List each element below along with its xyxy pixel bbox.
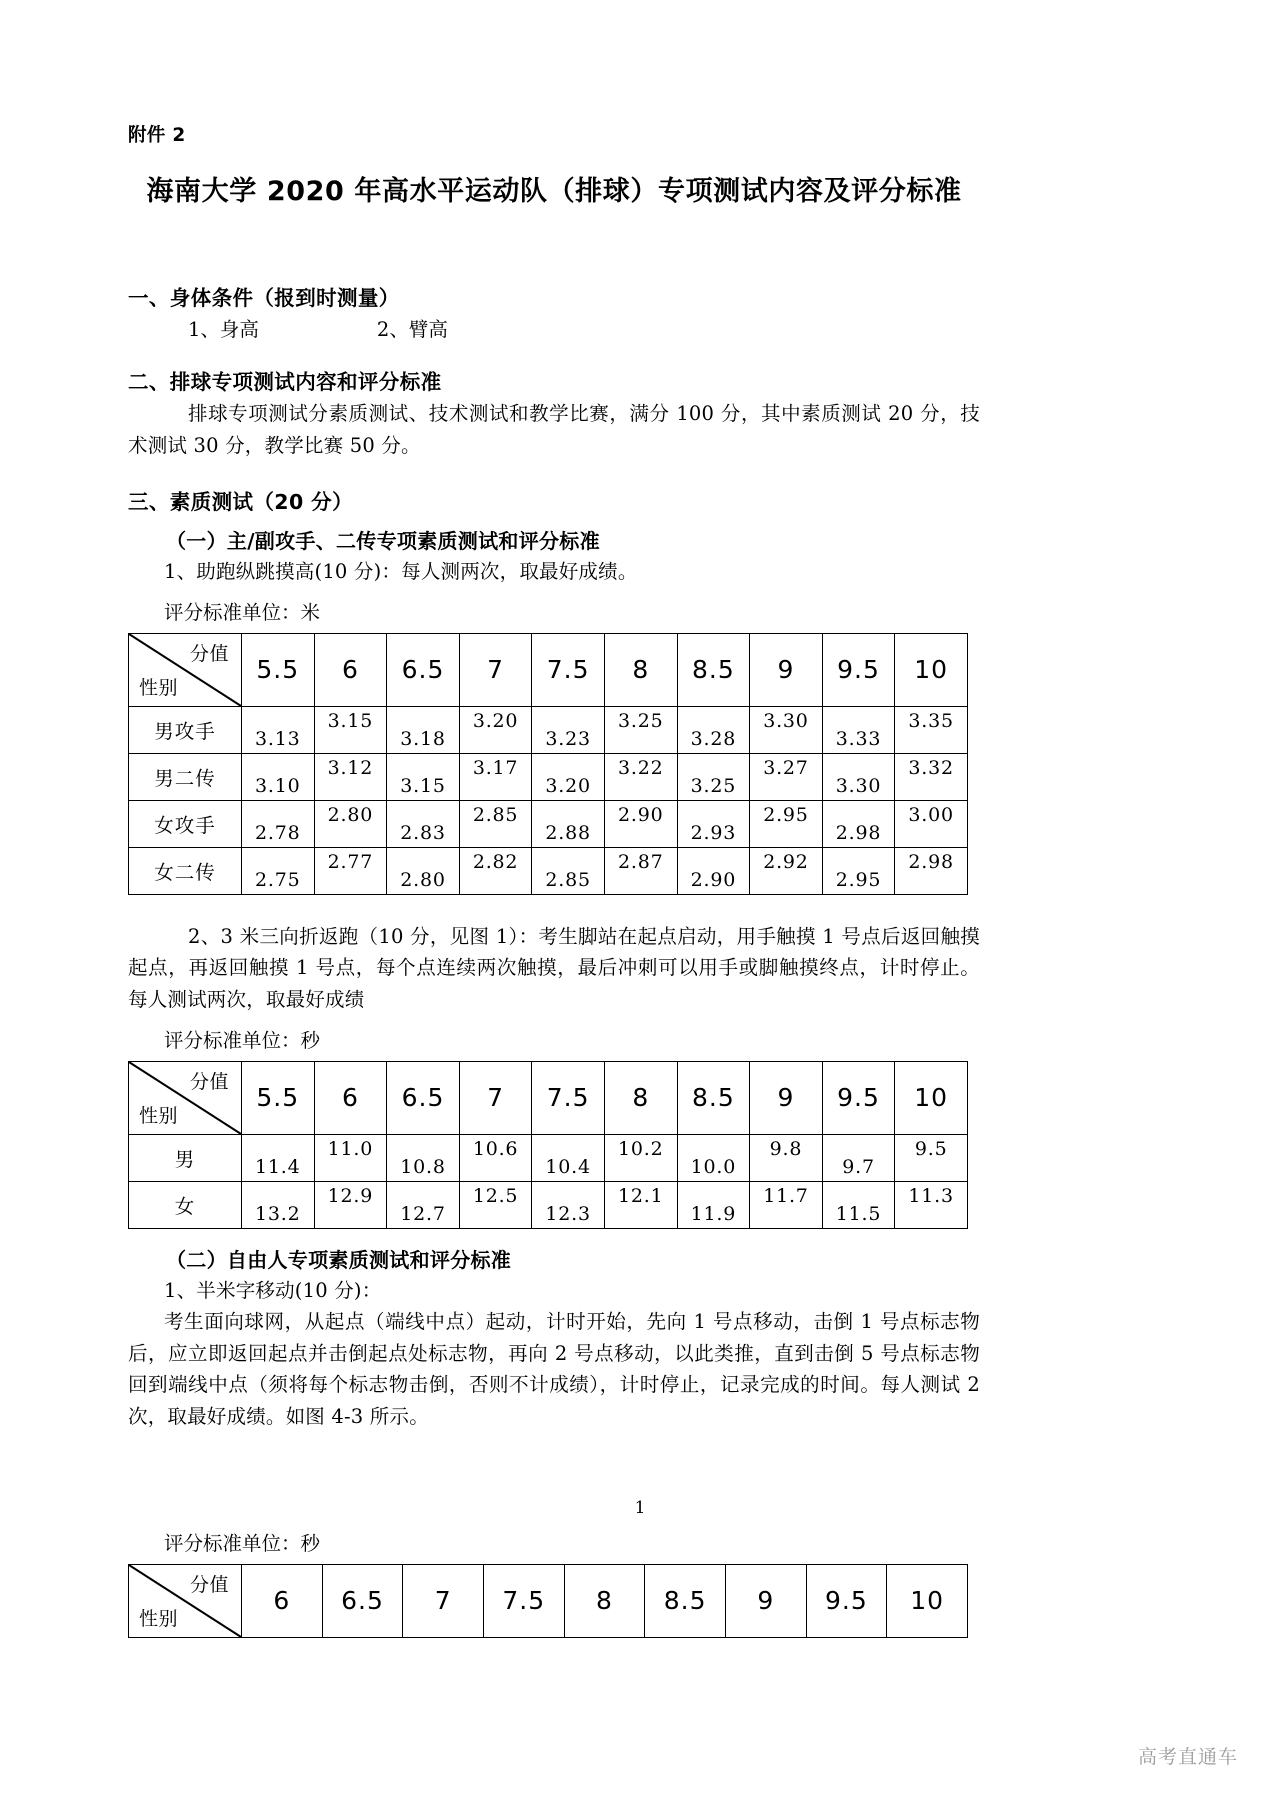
score-header-cell: 6.5 [387,633,460,706]
table-cell: 2.98 [822,800,895,847]
section-1-item-2: 2、臂高 [376,317,448,341]
table-cell: 3.30 [750,706,823,753]
table-cell: 2.93 [677,800,750,847]
table-corner-header [129,1061,242,1134]
table-cell: 3.33 [822,706,895,753]
table-cell: 3.20 [532,753,605,800]
score-header-cell: 8.5 [677,1061,750,1134]
table-3-unit-label: 评分标准单位：秒 [164,1532,321,1556]
spacer [128,1229,980,1245]
table-cell: 10.4 [532,1134,605,1181]
section-3-item-1: 1、助跑纵跳摸高(10 分)：每人测两次，取最好成绩。 [164,559,638,583]
table-cell: 3.23 [532,706,605,753]
scoring-table-shuttle-run [128,1061,968,1229]
table-cell: 3.20 [459,706,532,753]
table-header-row [129,1564,968,1637]
table-cell: 2.78 [242,800,315,847]
section-3-item-2: 2、3 米三向折返跑（10 分，见图 1）：考生脚站在起点启动，用手触摸 1 号点后返回触摸起点，再返回触摸 1 号点，每个点连续两次触摸，最后冲刺可以用手或脚触摸终点，计时停止。每人测试两次，取最好成绩 [128,924,980,1011]
table-cell: 3.32 [895,753,968,800]
row-label: 女二传 [129,847,242,894]
table-cell: 12.9 [314,1181,387,1228]
row-label: 男攻手 [129,706,242,753]
table-cell: 3.30 [822,753,895,800]
table-cell: 2.80 [387,847,460,894]
scoring-table-jump-reach [128,633,968,895]
table-cell: 2.95 [750,800,823,847]
table-cell: 3.15 [314,706,387,753]
table-cell: 10.0 [677,1134,750,1181]
table-corner-header [129,633,242,706]
table-cell: 10.8 [387,1134,460,1181]
table-cell: 2.85 [459,800,532,847]
corner-label-sex: 性别 [139,1607,179,1630]
table-cell: 9.5 [895,1134,968,1181]
score-header-cell: 9.5 [822,633,895,706]
table-cell: 11.9 [677,1181,750,1228]
table-cell: 2.75 [242,847,315,894]
table-cell: 3.25 [677,753,750,800]
table-cell: 2.90 [677,847,750,894]
table-row [129,1181,968,1228]
table-cell: 9.7 [822,1134,895,1181]
table-cell: 3.25 [604,706,677,753]
score-header-cell: 8.5 [645,1564,726,1637]
page-title: 海南大学 2020 年高水平运动队（排球）专项测试内容及评分标准 [146,175,962,207]
table-cell: 3.27 [750,753,823,800]
score-header-cell: 7.5 [532,1061,605,1134]
watermark: 高考直通车 [1137,1746,1238,1768]
corner-label-sex: 性别 [139,676,179,699]
score-header-cell: 9 [750,633,823,706]
section-1-heading: 一、身体条件（报到时测量） [128,285,400,310]
table-cell: 10.2 [604,1134,677,1181]
table-cell: 2.80 [314,800,387,847]
score-header-cell: 7 [459,633,532,706]
section-3-item-3: 1、半米字移动(10 分)： [164,1278,382,1302]
table-cell: 3.10 [242,753,315,800]
table-cell: 3.17 [459,753,532,800]
section-3-paragraph-3: 考生面向球网，从起点（端线中点）起动，计时开始，先向 1 号点移动，击倒 1 号点标志物后，应立即返回起点并击倒起点处标志物，再向 2 号点移动，以此类推，直到击倒 5 号点标志物回到端线中点（须将每个标志物击倒，否则不计成绩），计时停止，记录完成的时间。每人测试 2 次，取最好成绩。如图 4-3 所示。 [128,1310,980,1428]
table-row [129,847,968,894]
table-cell: 2.77 [314,847,387,894]
score-header-cell: 9.5 [806,1564,887,1637]
corner-label-score: 分值 [189,1573,229,1596]
table-cell: 12.7 [387,1181,460,1228]
table-cell: 3.22 [604,753,677,800]
table-cell: 2.87 [604,847,677,894]
table-cell: 3.13 [242,706,315,753]
corner-label-sex: 性别 [139,1104,179,1127]
score-header-cell: 7 [403,1564,484,1637]
score-header-cell: 6 [314,633,387,706]
table-cell: 12.5 [459,1181,532,1228]
table-cell: 2.98 [895,847,968,894]
score-header-cell: 8 [604,633,677,706]
row-label: 男二传 [129,753,242,800]
table-row [129,753,968,800]
table-row [129,1134,968,1181]
table-cell: 11.4 [242,1134,315,1181]
row-label: 女攻手 [129,800,242,847]
score-header-cell: 5.5 [242,1061,315,1134]
table-cell: 12.3 [532,1181,605,1228]
score-header-cell: 7.5 [483,1564,564,1637]
table-1-unit-label: 评分标准单位：米 [164,601,321,625]
table-row [129,800,968,847]
table-cell: 2.90 [604,800,677,847]
score-header-cell: 8.5 [677,633,750,706]
table-cell: 3.35 [895,706,968,753]
table-cell: 12.1 [604,1181,677,1228]
score-header-cell: 7 [459,1061,532,1134]
section-2-paragraph: 排球专项测试分素质测试、技术测试和教学比赛，满分 100 分，其中素质测试 20 分，技术测试 30 分，教学比赛 50 分。 [128,401,980,457]
score-header-cell: 8 [564,1564,645,1637]
table-cell: 2.82 [459,847,532,894]
table-cell: 3.12 [314,753,387,800]
table-cell: 3.00 [895,800,968,847]
table-cell: 3.18 [387,706,460,753]
score-header-cell: 6 [242,1564,323,1637]
table-cell: 11.7 [750,1181,823,1228]
table-cell: 11.0 [314,1134,387,1181]
table-cell: 3.28 [677,706,750,753]
score-header-cell: 6.5 [322,1564,403,1637]
score-header-cell: 8 [604,1061,677,1134]
table-cell: 10.6 [459,1134,532,1181]
score-header-cell: 5.5 [242,633,315,706]
page-content [128,0,980,1638]
table-row [129,706,968,753]
section-3-heading: 三、素质测试（20 分） [128,490,353,515]
score-header-cell: 9.5 [822,1061,895,1134]
table-cell: 2.88 [532,800,605,847]
page-number: 1 [634,1498,646,1518]
table-cell: 2.92 [750,847,823,894]
score-header-cell: 6 [314,1061,387,1134]
corner-label-score: 分值 [189,1070,229,1093]
scoring-table-half-cross-movement [128,1564,968,1638]
table-cell: 11.5 [822,1181,895,1228]
table-header-row [129,1061,968,1134]
table-cell: 2.85 [532,847,605,894]
attachment-label: 附件 2 [128,125,186,146]
table-cell: 9.8 [750,1134,823,1181]
score-header-cell: 7.5 [532,633,605,706]
score-header-cell: 10 [895,1061,968,1134]
table-cell: 2.83 [387,800,460,847]
score-header-cell: 10 [887,1564,968,1637]
table-cell: 13.2 [242,1181,315,1228]
score-header-cell: 10 [895,633,968,706]
table-cell: 2.95 [822,847,895,894]
section-3-subheading-1: （一）主/副攻手、二传专项素质测试和评分标准 [166,528,600,553]
spacer [128,895,980,921]
score-header-cell: 9 [750,1061,823,1134]
section-3-subheading-2: （二）自由人专项素质测试和评分标准 [166,1247,512,1272]
section-1-item-1: 1、身高 [188,317,259,341]
score-header-cell: 9 [725,1564,806,1637]
section-2-heading: 二、排球专项测试内容和评分标准 [128,370,442,395]
section-1-items [188,314,980,346]
table-corner-header [129,1564,242,1637]
row-label: 男 [129,1134,242,1181]
table-cell: 11.3 [895,1181,968,1228]
corner-label-score: 分值 [189,642,229,665]
table-cell: 3.15 [387,753,460,800]
score-header-cell: 6.5 [387,1061,460,1134]
row-label: 女 [129,1181,242,1228]
table-2-unit-label: 评分标准单位：秒 [164,1029,321,1053]
table-header-row [129,633,968,706]
